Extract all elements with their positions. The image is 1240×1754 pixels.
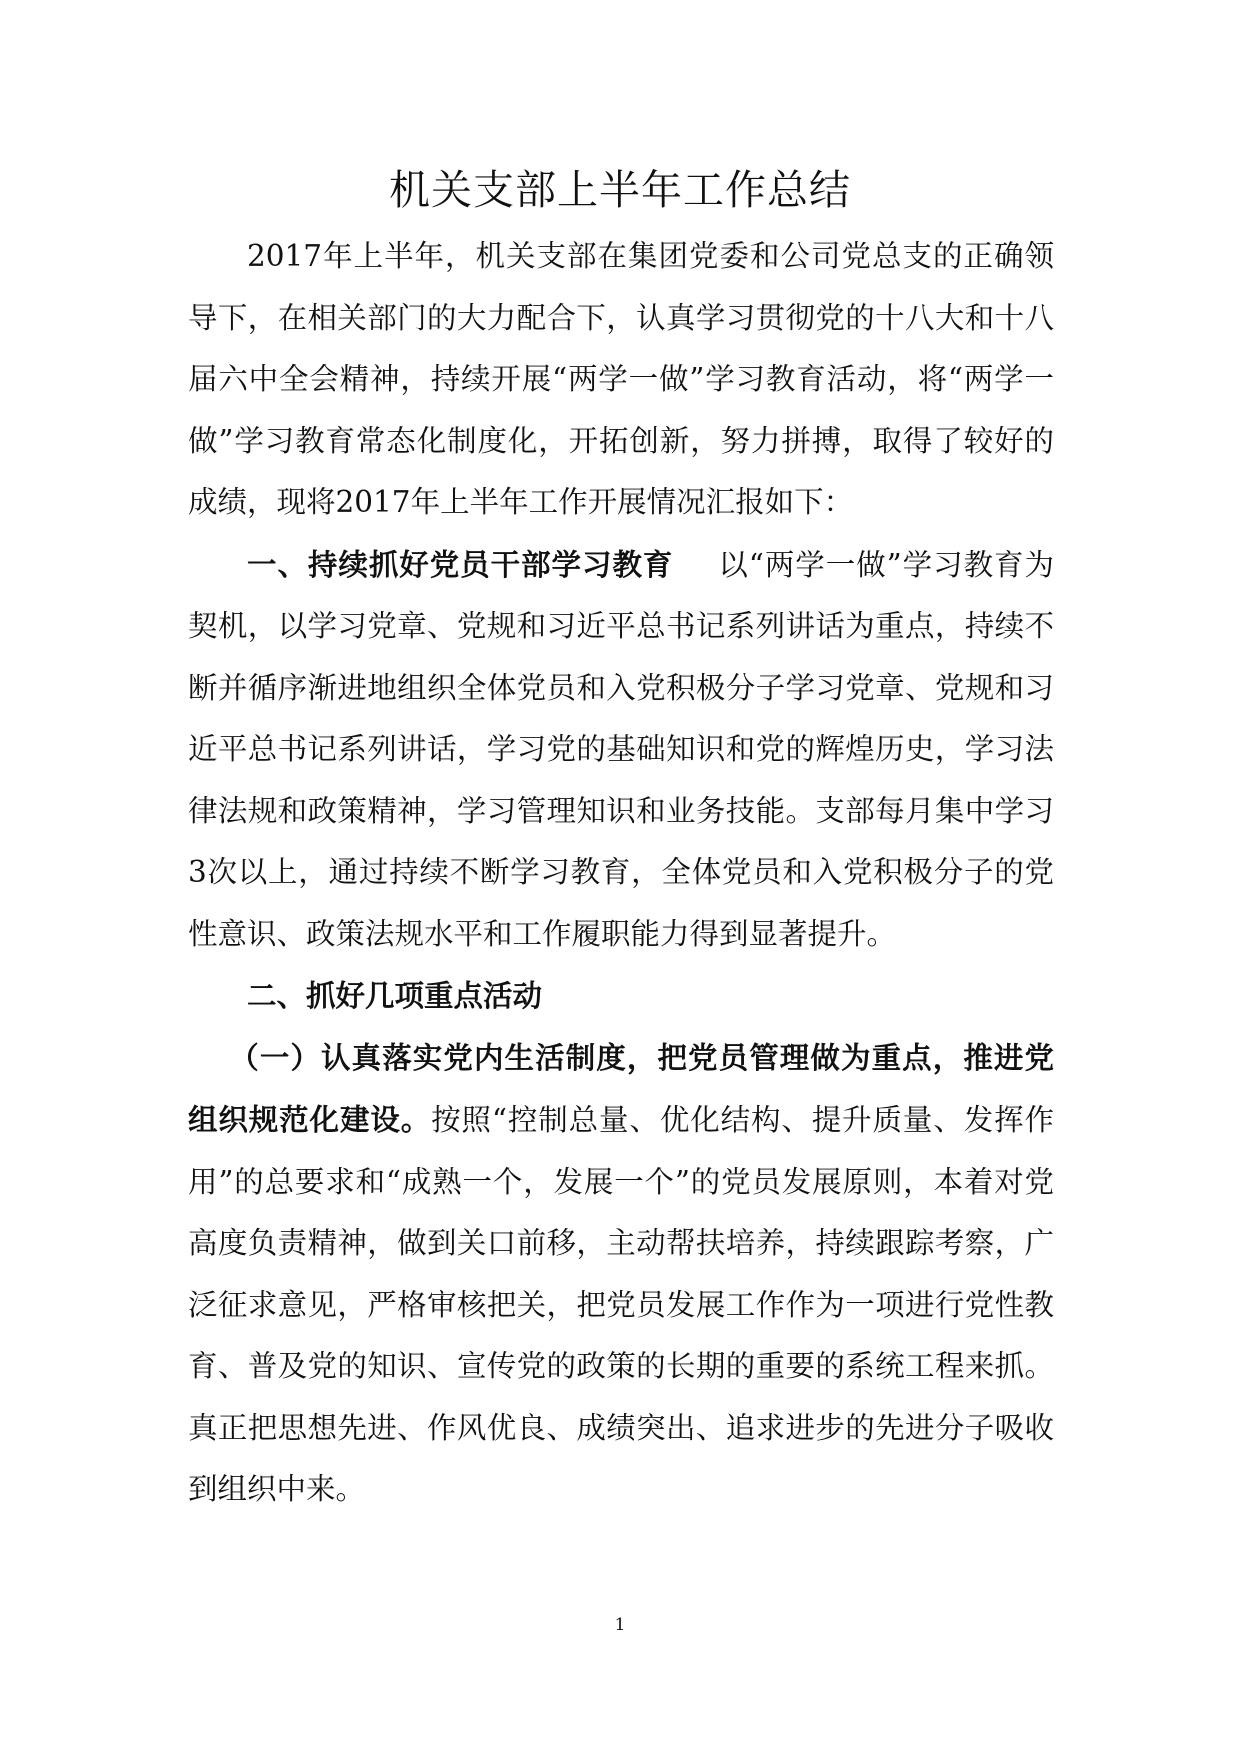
section-1-heading: 一、持续抓好党员干部学习教育: [247, 546, 674, 582]
subsection-1-paragraph: [188, 1027, 1054, 1521]
section-1-paragraph: [188, 534, 1054, 966]
intro-paragraph: 2017年上半年，机关支部在集团党委和公司党总支的正确领导下，在相关部门的大力配合下，认真学习贯彻党的十八大和十八届六中全会精神，持续开展“两学一做”学习教育活动，将“两学一做”学习教育常态化制度化，开拓创新，努力拼搏，取得了较好的成绩，现将2017年上半年工作开展情况汇报如下：: [188, 239, 1054, 519]
document-body: [188, 226, 1054, 1521]
section-1-text: 以“两学一做”学习教育为契机，以学习党章、党规和习近平总书记系列讲话为重点，持续不断并循序渐进地组织全体党员和入党积极分子学习党章、党规和习近平总书记系列讲话，学习党的基础知识和党的辉煌历史，学习法律法规和政策精神，学习管理知识和业务技能。支部每月集中学习3次以上，通过持续不断学习教育，全体党员和入党积极分子的党性意识、政策法规水平和工作履职能力得到显著提升。: [188, 547, 1054, 951]
subsection-1-text: 按照“控制总量、优化结构、提升质量、发挥作用”的总要求和“成熟一个，发展一个”的党员发展原则，本着对党高度负责精神，做到关口前移，主动帮扶培养，持续跟踪考察，广泛征求意见，严格审核把关，把党员发展工作作为一项进行党性教育、普及党的知识、宣传党的政策的长期的重要的系统工程来抓。真正把思想先进、作风优良、成绩突出、追求进步的先进分子吸收到组织中来。: [188, 1103, 1054, 1506]
section-2-heading: 二、抓好几项重点活动: [247, 978, 543, 1013]
document-title: 机关支部上半年工作总结: [389, 166, 851, 214]
page-number: 1: [614, 1615, 626, 1635]
subsection-1-heading: （一）认真落实党内生活制度，把党员管理做为重点，推进党组织规范化建设。: [188, 1039, 1054, 1137]
